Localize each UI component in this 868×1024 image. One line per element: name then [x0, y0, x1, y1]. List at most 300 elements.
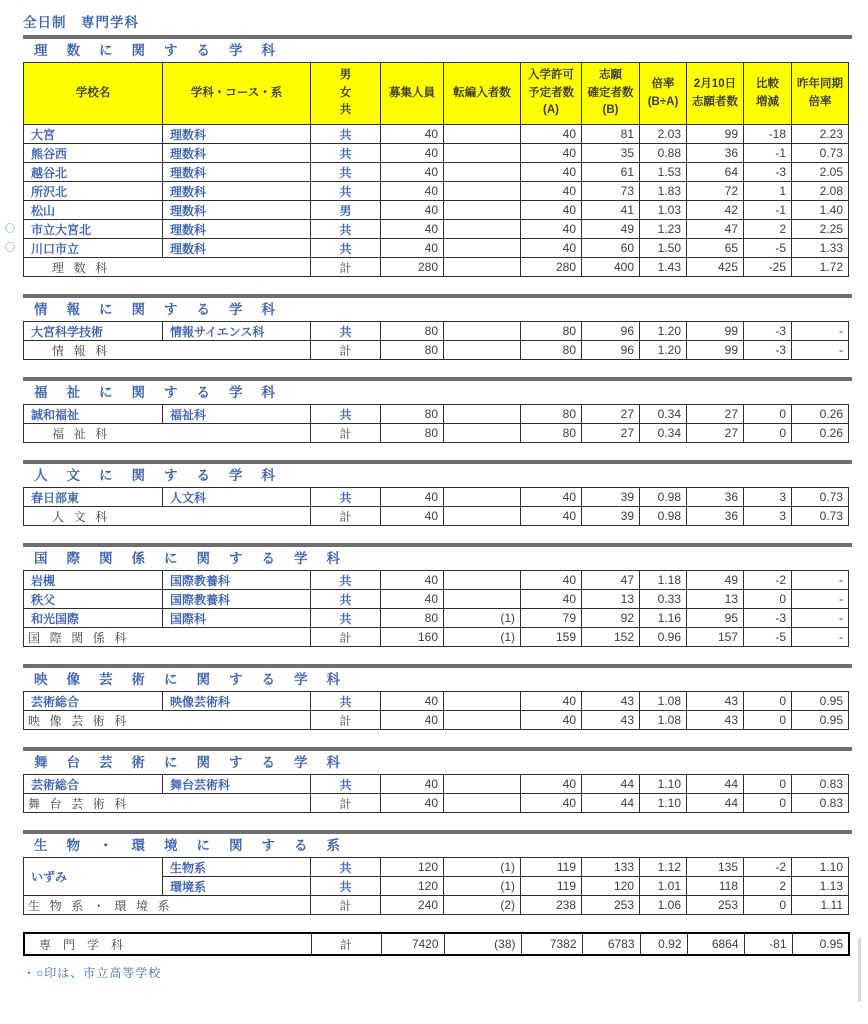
- total-row-label: 生物系・環境系: [24, 896, 311, 915]
- feb10-cell: 36: [687, 507, 744, 526]
- school-name: 芸術総合: [31, 777, 80, 792]
- total-mark-cell: 計: [311, 507, 381, 526]
- school-cell: [24, 775, 163, 794]
- ratio-cell: 0.88: [640, 144, 687, 163]
- results-table: [23, 487, 849, 526]
- feb10-cell: 99: [687, 322, 744, 341]
- school-cell: [24, 488, 163, 507]
- prev-cell: 1.72: [792, 258, 849, 277]
- school-cell: [24, 571, 163, 590]
- feb10-cell: 49: [687, 571, 744, 590]
- transfer-cell: [444, 692, 521, 711]
- admit-cell: 119: [521, 877, 582, 896]
- transfer-cell: [444, 239, 521, 258]
- grand-total-container: [23, 932, 868, 956]
- results-table: [23, 570, 849, 647]
- results-table: [23, 774, 849, 813]
- ratio-cell: 0.98: [640, 507, 687, 526]
- header-line: 男: [339, 68, 352, 81]
- final-cell: 43: [582, 711, 640, 730]
- prev-cell: -: [792, 571, 849, 590]
- feb10-cell: 44: [687, 794, 744, 813]
- total-row-label: 福祉科: [24, 424, 311, 443]
- school-cell: [24, 692, 163, 711]
- admit-cell: 80: [521, 322, 582, 341]
- diff-cell: 1: [744, 182, 792, 201]
- school-name: 所沢北: [31, 184, 68, 199]
- feb10-cell: 99: [687, 125, 744, 144]
- header-row: [24, 63, 849, 125]
- school-name: 大宮: [31, 127, 56, 142]
- transfer-cell: (1): [444, 858, 521, 877]
- final-cell: 92: [582, 609, 640, 628]
- header-line: (B÷A): [647, 95, 679, 108]
- course-cell: 理数科: [163, 125, 311, 144]
- feb10-cell: 64: [687, 163, 744, 182]
- admit-cell: 40: [521, 775, 582, 794]
- total-mark-cell: 計: [311, 896, 381, 915]
- capacity-cell: 40: [381, 507, 444, 526]
- feb10-cell: 99: [687, 341, 744, 360]
- gender-cell: 男: [311, 201, 381, 220]
- header-line: 比較: [756, 77, 779, 90]
- table-row: [24, 201, 849, 220]
- total-mark-cell: 計: [311, 258, 381, 277]
- section-divider: [23, 543, 852, 547]
- total-mark-cell: 計: [311, 933, 381, 955]
- ratio-cell: 0.96: [640, 628, 687, 647]
- total-mark-cell: 計: [311, 341, 381, 360]
- capacity-cell: 40: [381, 220, 444, 239]
- section: [23, 377, 868, 443]
- diff-cell: -2: [744, 571, 792, 590]
- course-cell: 環境系: [163, 877, 311, 896]
- prev-cell: 0.73: [792, 144, 849, 163]
- header-line: 予定者数: [528, 86, 574, 99]
- total-mark-cell: 計: [311, 424, 381, 443]
- transfer-cell: [444, 201, 521, 220]
- table-row: [24, 405, 849, 424]
- transfer-cell: [444, 322, 521, 341]
- prev-cell: -: [792, 341, 849, 360]
- admit-cell: 40: [521, 692, 582, 711]
- ratio-cell: 1.50: [640, 239, 687, 258]
- diff-cell: 0: [744, 794, 792, 813]
- school-cell: [24, 201, 163, 220]
- transfer-cell: [444, 794, 521, 813]
- diff-cell: -3: [744, 163, 792, 182]
- capacity-cell: 40: [381, 488, 444, 507]
- diff-cell: -1: [744, 144, 792, 163]
- gender-cell: 共: [311, 692, 381, 711]
- final-cell: 96: [582, 322, 640, 341]
- feb10-cell: 135: [687, 858, 744, 877]
- ratio-cell: 1.03: [640, 201, 687, 220]
- ratio-cell: 1.10: [640, 775, 687, 794]
- feb10-cell: 44: [687, 775, 744, 794]
- header-line: 共: [339, 104, 352, 117]
- prev-cell: 1.11: [792, 896, 849, 915]
- transfer-cell: [444, 424, 521, 443]
- transfer-cell: [444, 182, 521, 201]
- header-cell-course: 学科・コース・系: [163, 63, 311, 125]
- prev-cell: -: [792, 590, 849, 609]
- transfer-cell: [444, 405, 521, 424]
- prev-cell: 1.40: [792, 201, 849, 220]
- header-line: 倍率: [808, 95, 832, 108]
- final-cell: 253: [582, 896, 640, 915]
- capacity-cell: 80: [381, 424, 444, 443]
- capacity-cell: 40: [381, 163, 444, 182]
- prev-cell: 1.13: [792, 877, 849, 896]
- section: [23, 830, 868, 915]
- capacity-cell: 160: [381, 628, 444, 647]
- ratio-cell: 1.18: [640, 571, 687, 590]
- section-divider: [23, 460, 852, 464]
- feb10-cell: 43: [687, 692, 744, 711]
- header-line: 昨年同期: [797, 77, 843, 90]
- feb10-cell: 42: [687, 201, 744, 220]
- course-cell: 人文科: [163, 488, 311, 507]
- school-cell: [24, 405, 163, 424]
- ratio-cell: 1.01: [640, 877, 687, 896]
- final-cell: 43: [582, 692, 640, 711]
- section-title: 国際関係に関する学科: [34, 551, 359, 566]
- capacity-cell: 120: [381, 877, 444, 896]
- sections-container: [23, 35, 868, 915]
- header-cell-school: 学校名: [24, 63, 163, 125]
- prev-cell: 2.23: [792, 125, 849, 144]
- feb10-cell: 6864: [687, 933, 744, 955]
- diff-cell: -18: [744, 125, 792, 144]
- section-divider: [23, 747, 852, 751]
- prev-cell: 0.95: [792, 692, 849, 711]
- results-table: [23, 321, 849, 360]
- feb10-cell: 425: [687, 258, 744, 277]
- total-row: [24, 896, 849, 915]
- gender-cell: 共: [311, 775, 381, 794]
- diff-cell: 0: [744, 775, 792, 794]
- course-cell: 国際科: [163, 609, 311, 628]
- ratio-cell: 1.10: [640, 794, 687, 813]
- final-cell: 81: [582, 125, 640, 144]
- gender-cell: 共: [311, 182, 381, 201]
- course-cell: 理数科: [163, 239, 311, 258]
- diff-cell: 3: [744, 488, 792, 507]
- course-cell: 情報サイエンス科: [163, 322, 311, 341]
- admit-cell: 40: [521, 794, 582, 813]
- transfer-cell: (1): [444, 609, 521, 628]
- school-cell: [24, 239, 163, 258]
- gender-cell: 共: [311, 163, 381, 182]
- final-cell: 96: [582, 341, 640, 360]
- table-row: [24, 163, 849, 182]
- final-cell: 35: [582, 144, 640, 163]
- section-title: 生物・環境に関する系: [34, 838, 359, 853]
- capacity-cell: 80: [381, 609, 444, 628]
- total-row-label: 理数科: [24, 258, 311, 277]
- final-cell: 44: [582, 794, 640, 813]
- prev-cell: 1.33: [792, 239, 849, 258]
- table-row: [24, 692, 849, 711]
- school-cell: [24, 125, 163, 144]
- school-name: 芸術総合: [31, 694, 80, 709]
- capacity-cell: 40: [381, 692, 444, 711]
- transfer-cell: [444, 144, 521, 163]
- final-cell: 133: [582, 858, 640, 877]
- final-cell: 27: [582, 405, 640, 424]
- prev-cell: 2.25: [792, 220, 849, 239]
- diff-cell: 0: [744, 692, 792, 711]
- school-name: 市立大宮北: [31, 222, 92, 237]
- total-row: [24, 507, 849, 526]
- final-cell: 27: [582, 424, 640, 443]
- final-cell: 60: [582, 239, 640, 258]
- ratio-cell: 1.20: [640, 322, 687, 341]
- transfer-cell: [444, 571, 521, 590]
- total-row: [24, 711, 849, 730]
- capacity-cell: 40: [381, 590, 444, 609]
- header-line: 倍率: [651, 77, 675, 90]
- ratio-cell: 1.43: [640, 258, 687, 277]
- diff-cell: 2: [744, 877, 792, 896]
- total-mark-cell: 計: [311, 794, 381, 813]
- school-cell: [24, 609, 163, 628]
- ratio-cell: 0.98: [640, 488, 687, 507]
- prev-cell: -: [792, 628, 849, 647]
- diff-cell: -3: [744, 341, 792, 360]
- section: [23, 35, 868, 277]
- school-name: 岩槻: [31, 573, 56, 588]
- school-name: 熊谷西: [31, 146, 68, 161]
- section-divider: [23, 664, 852, 668]
- table-row: [24, 220, 849, 239]
- final-cell: 152: [582, 628, 640, 647]
- school-name: 松山: [31, 203, 56, 218]
- transfer-cell: [444, 507, 521, 526]
- school-cell: [24, 182, 163, 201]
- ratio-cell: 0.33: [640, 590, 687, 609]
- final-cell: 44: [582, 775, 640, 794]
- course-cell: 映像芸術科: [163, 692, 311, 711]
- admit-cell: 40: [521, 571, 582, 590]
- school-name: 和光国際: [31, 611, 80, 626]
- admit-cell: 7382: [521, 933, 582, 955]
- school-name: 大宮科学技術: [31, 324, 104, 339]
- ratio-cell: 1.08: [640, 692, 687, 711]
- header-line: 女: [339, 86, 352, 99]
- total-row-label: 国際関係科: [24, 628, 311, 647]
- gender-cell: 共: [311, 488, 381, 507]
- ratio-cell: 2.03: [640, 125, 687, 144]
- prev-cell: 0.95: [792, 933, 849, 955]
- capacity-cell: 40: [381, 239, 444, 258]
- capacity-cell: 80: [381, 322, 444, 341]
- admit-cell: 40: [521, 488, 582, 507]
- capacity-cell: 40: [381, 182, 444, 201]
- prev-cell: -: [792, 609, 849, 628]
- feb10-cell: 13: [687, 590, 744, 609]
- header-cell-transfer: 転編入者数: [444, 63, 521, 125]
- course-cell: 舞台芸術科: [163, 775, 311, 794]
- header-cell-final: [582, 63, 640, 125]
- admit-cell: 238: [521, 896, 582, 915]
- admit-cell: 40: [521, 239, 582, 258]
- section-title: 人文に関する学科: [34, 468, 294, 483]
- ratio-cell: 1.16: [640, 609, 687, 628]
- final-cell: 39: [582, 488, 640, 507]
- final-cell: 73: [582, 182, 640, 201]
- total-row-label: 人文科: [24, 507, 311, 526]
- admit-cell: 80: [521, 424, 582, 443]
- school-cell: [24, 858, 163, 896]
- transfer-cell: [444, 220, 521, 239]
- prev-cell: 2.05: [792, 163, 849, 182]
- final-cell: 13: [582, 590, 640, 609]
- feb10-cell: 157: [687, 628, 744, 647]
- table-row: [24, 858, 849, 877]
- grand-total-table: [23, 932, 850, 956]
- ratio-cell: 1.83: [640, 182, 687, 201]
- school-name: 川口市立: [31, 241, 80, 256]
- admit-cell: 159: [521, 628, 582, 647]
- transfer-cell: [444, 590, 521, 609]
- total-row-label: 映像芸術科: [24, 711, 311, 730]
- final-cell: 61: [582, 163, 640, 182]
- feb10-cell: 72: [687, 182, 744, 201]
- diff-cell: 0: [744, 896, 792, 915]
- admit-cell: 119: [521, 858, 582, 877]
- diff-cell: -2: [744, 858, 792, 877]
- prev-cell: 0.26: [792, 405, 849, 424]
- grand-total-row: [24, 933, 849, 955]
- section: [23, 747, 868, 813]
- municipal-circle-icon: [5, 242, 15, 252]
- capacity-cell: 40: [381, 794, 444, 813]
- header-line: 志願者数: [692, 95, 738, 108]
- header-line: 増減: [756, 95, 779, 108]
- school-cell: [24, 590, 163, 609]
- capacity-cell: 120: [381, 858, 444, 877]
- ratio-cell: 1.23: [640, 220, 687, 239]
- admit-cell: 40: [521, 507, 582, 526]
- header-line: 入学許可: [528, 68, 574, 81]
- ratio-cell: 0.34: [640, 405, 687, 424]
- table-row: [24, 322, 849, 341]
- admit-cell: 40: [521, 163, 582, 182]
- school-cell: [24, 322, 163, 341]
- ratio-cell: 0.34: [640, 424, 687, 443]
- feb10-cell: 95: [687, 609, 744, 628]
- section-title: 情報に関する学科: [34, 302, 294, 317]
- prev-cell: -: [792, 322, 849, 341]
- final-cell: 120: [582, 877, 640, 896]
- capacity-cell: 240: [381, 896, 444, 915]
- table-row: [24, 590, 849, 609]
- gender-cell: 共: [311, 125, 381, 144]
- transfer-cell: (38): [444, 933, 521, 955]
- prev-cell: 0.73: [792, 507, 849, 526]
- transfer-cell: (1): [444, 628, 521, 647]
- course-cell: 理数科: [163, 182, 311, 201]
- section-title: 映像芸術に関する学科: [34, 672, 359, 687]
- total-mark-cell: 計: [311, 711, 381, 730]
- gender-cell: 共: [311, 877, 381, 896]
- final-cell: 39: [582, 507, 640, 526]
- total-row: [24, 341, 849, 360]
- page-title: 全日制 専門学科: [23, 15, 139, 30]
- gender-cell: 共: [311, 405, 381, 424]
- capacity-cell: 40: [381, 711, 444, 730]
- capacity-cell: 40: [381, 144, 444, 163]
- diff-cell: 0: [744, 590, 792, 609]
- header-cell-feb10: [687, 63, 744, 125]
- gender-cell: 共: [311, 239, 381, 258]
- gender-cell: 共: [311, 220, 381, 239]
- table-row: [24, 775, 849, 794]
- table-row: [24, 125, 849, 144]
- ratio-cell: 1.53: [640, 163, 687, 182]
- gender-cell: 共: [311, 609, 381, 628]
- prev-cell: 0.95: [792, 711, 849, 730]
- ratio-cell: 0.92: [640, 933, 687, 955]
- gender-cell: 共: [311, 144, 381, 163]
- feb10-cell: 27: [687, 405, 744, 424]
- feb10-cell: 36: [687, 144, 744, 163]
- school-cell: [24, 163, 163, 182]
- course-cell: 生物系: [163, 858, 311, 877]
- capacity-cell: 40: [381, 775, 444, 794]
- course-cell: 福祉科: [163, 405, 311, 424]
- header-cell-diff: [744, 63, 792, 125]
- course-cell: 理数科: [163, 163, 311, 182]
- diff-cell: 2: [744, 220, 792, 239]
- diff-cell: 0: [744, 711, 792, 730]
- total-row: [24, 794, 849, 813]
- transfer-cell: (1): [444, 877, 521, 896]
- table-row: [24, 571, 849, 590]
- final-cell: 41: [582, 201, 640, 220]
- section-divider: [23, 830, 852, 834]
- diff-cell: 3: [744, 507, 792, 526]
- course-cell: 国際教養科: [163, 571, 311, 590]
- total-row: [24, 258, 849, 277]
- diff-cell: -1: [744, 201, 792, 220]
- transfer-cell: [444, 488, 521, 507]
- admit-cell: 80: [521, 341, 582, 360]
- table-row: [24, 609, 849, 628]
- capacity-cell: 80: [381, 405, 444, 424]
- feb10-cell: 36: [687, 488, 744, 507]
- capacity-cell: 40: [381, 125, 444, 144]
- school-cell: [24, 220, 163, 239]
- table-row: [24, 182, 849, 201]
- total-row: [24, 424, 849, 443]
- admit-cell: 40: [521, 125, 582, 144]
- gender-cell: 共: [311, 571, 381, 590]
- diff-cell: -81: [744, 933, 792, 955]
- section: [23, 664, 868, 730]
- admit-cell: 40: [521, 590, 582, 609]
- section-divider: [23, 35, 852, 39]
- table-row: [24, 488, 849, 507]
- results-table: [23, 857, 849, 915]
- transfer-cell: [444, 341, 521, 360]
- prev-cell: 1.10: [792, 858, 849, 877]
- diff-cell: -5: [744, 239, 792, 258]
- school-name: いずみ: [31, 870, 68, 884]
- capacity-cell: 80: [381, 341, 444, 360]
